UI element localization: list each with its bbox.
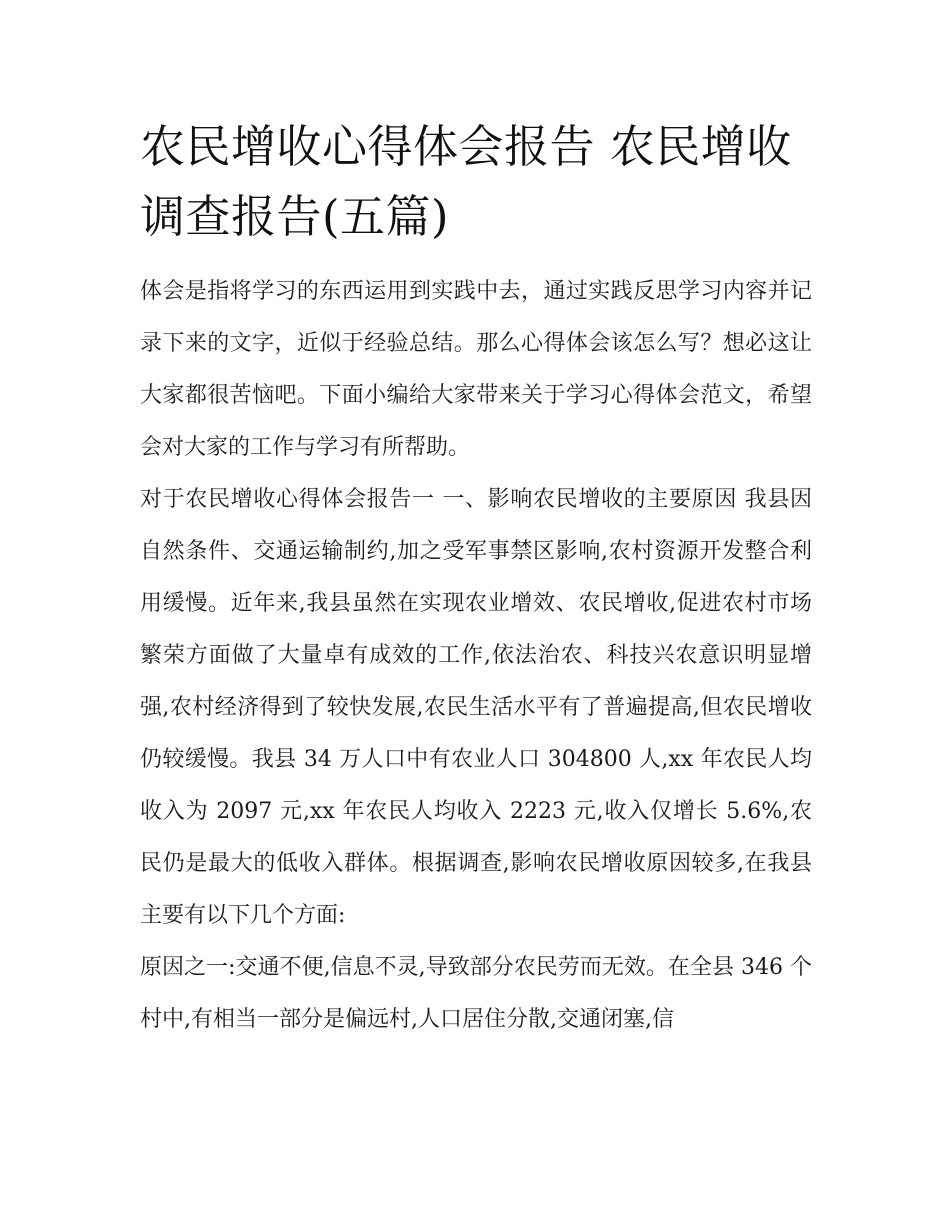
reason-one-paragraph: 原因之一:交通不便,信息不灵,导致部分农民劳而无效。在全县 346 个村中,有相当一部分是偏远村,人口居住分散,交通闭塞,信: [140, 955, 812, 1032]
document-title: 农民增收心得体会报告 农民增收调查报告(五篇): [140, 120, 792, 243]
document-body: [140, 112, 812, 1046]
report-paragraph: 对于农民增收心得体会报告一 一、影响农民增收的主要原因 我县因自然条件、交通运输制约,加之受军事禁区影响,农村资源开发整合利用缓慢。近年来,我县虽然在实现农业增效、农民增收,促进农村市场繁荣方面做了大量卓有成效的工作,依法治农、科技兴农意识明显增强,农村经济得到了较快发展,农民生活水平有了普遍提高,但农民增收仍较缓慢。我县 34 万人口中有农业人口 304800 人,xx 年农民人均收入为 2097 元,xx 年农民人均收入 2223 元,收入仅增长 5.6%,农民仍是最大的低收入群体。根据调查,影响农民增收原因较多,在我县主要有以下几个方面:: [140, 487, 812, 928]
intro-paragraph: 体会是指将学习的东西运用到实践中去，通过实践反思学习内容并记录下来的文字，近似于经验总结。那么心得体会该怎么写？想必这让大家都很苦恼吧。下面小编给大家带来关于学习心得体会范文，希望会对大家的工作与学习有所帮助。: [140, 279, 812, 460]
